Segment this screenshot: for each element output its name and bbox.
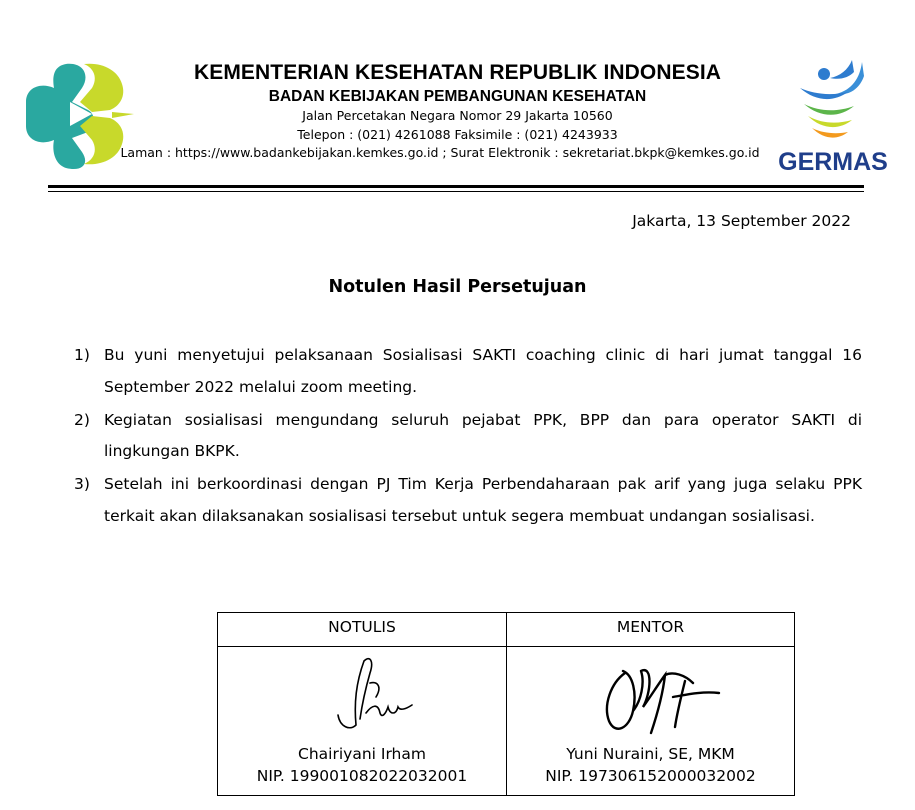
document-title: Notulen Hasil Persetujuan — [328, 277, 587, 297]
minutes-list — [74, 340, 862, 534]
list-item-text: Kegiatan sosialisasi mengundang seluruh pejabat PPK, BPP dan para operator SAKTI di lingkungan BKPK. — [104, 410, 862, 460]
signatory-nip: NIP. 199001082022032001 — [256, 767, 468, 785]
signature-role: NOTULIS — [218, 613, 506, 647]
list-item — [74, 340, 862, 403]
signature-mentor-icon — [593, 653, 733, 741]
signature-cell-mentor — [507, 613, 794, 795]
list-item — [74, 469, 862, 532]
list-item-number: 3) — [74, 475, 90, 493]
agency-name: BADAN KEBIJAKAN PEMBANGUNAN KESEHATAN — [268, 88, 647, 105]
signatory-block — [218, 743, 506, 787]
web-email: Laman : https://www.badankebijakan.kemkes.go.id ; Surat Elektronik : sekretariat.bkpk@kemkes.go.id — [120, 145, 760, 160]
ministry-name: KEMENTERIAN KESEHATAN REPUBLIK INDONESIA — [193, 61, 722, 84]
germas-wordmark: GERMAS — [778, 148, 888, 176]
address: Jalan Percetakan Negara Nomor 29 Jakarta 10560 — [302, 108, 613, 123]
signature-cell-notulis — [218, 613, 507, 795]
list-item-number: 2) — [74, 410, 90, 429]
list-item-text: Setelah ini berkoordinasi dengan PJ Tim Kerja Perbendaharaan pak arif yang juga selaku PPK terkait akan dilaksanakan sosialisasi tersebut untuk segera membuat undangan sosialisasi. — [104, 475, 862, 525]
signatory-nip: NIP. 197306152000032002 — [545, 767, 756, 785]
signature-table — [217, 612, 795, 796]
header-rule-thin — [48, 191, 864, 192]
signatory-name: Chairiyani Irham — [298, 745, 426, 763]
list-item-text: Bu yuni menyetujui pelaksanaan Sosialisasi SAKTI coaching clinic di hari jumat tanggal 16 September 2022 melalui zoom meeting. — [104, 346, 862, 396]
phone-fax: Telepon : (021) 4261088 Faksimile : (021) 4243933 — [297, 127, 618, 142]
header-rule-thick — [48, 185, 864, 188]
list-item-number: 1) — [74, 346, 90, 364]
signatory-name: Yuni Nuraini, SE, MKM — [566, 745, 735, 763]
signatory-block — [507, 743, 794, 787]
signature-role: MENTOR — [507, 613, 794, 647]
germas-logo-icon — [778, 58, 888, 176]
signature-notulis-icon — [326, 653, 416, 737]
list-item — [74, 405, 862, 468]
letter-date: Jakarta, 13 September 2022 — [632, 212, 851, 230]
